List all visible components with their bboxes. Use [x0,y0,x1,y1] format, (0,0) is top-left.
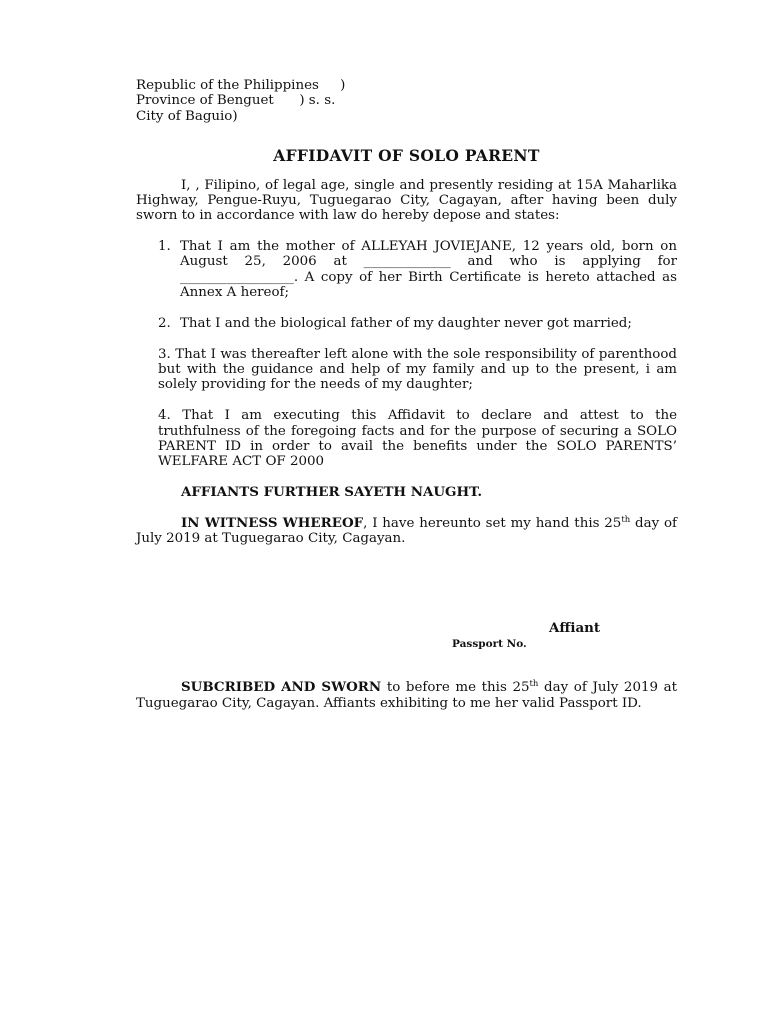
sworn-text-start: to before me this 25 [381,680,530,696]
sworn-text-end: day of July 2019 at Tuguegarao City, Cagayan. Affiants exhibiting to me her valid Passport ID. [136,680,678,711]
statement-text-2: That I and the biological father of my daughter never got married; [180,315,632,331]
passport-label: Passport No. [452,638,527,651]
venue-province-line: Province of Benguet ) s. s. [136,93,336,109]
witness-text-end: day of July 2019 at Tuguegarao City, Cagayan. [136,516,677,547]
witness-bold-phrase: IN WITNESS WHEREOF [181,515,364,532]
further-sayeth-naught: AFFIANTS FURTHER SAYETH NAUGHT. [181,484,483,501]
affiant-label: Affiant [549,620,601,637]
affidavit-page [136,78,677,724]
statement-item-3: 3. That I was thereafter left alone with the sole responsibility of parenthood but with the guidance and help of my family and up to the present, i am solely providing for the needs of my daughter; [158,346,677,393]
statement-item-1 [158,239,677,301]
venue-republic-line: Republic of the Philippines ) [136,78,346,93]
witness-text-start: , I have hereunto set my hand this 25 [363,516,622,532]
witness-day-suffix: th [621,515,631,526]
intro-paragraph: I, , Filipino, of legal age, single and presently residing at 15A Maharlika Highway, Pengue-Ruyu, Tuguegarao City, Cagayan, after having been duly sworn to in accordance with law do hereby depose and states: [136,177,677,224]
venue-city-line: City of Baguio) [136,108,238,124]
witness-paragraph [136,516,677,547]
sworn-day-suffix: th [529,679,539,690]
signature-block [136,560,677,680]
statement-number-1: 1. [158,238,171,254]
statement-text-1: That I am the mother of ALLEYAH JOVIEJANE, 12 years old, born on August 25, 2006 at _____________ and who is applying for _________________. A copy of her Birth Certificate is hereto attached as Annex A hereof; [180,238,677,301]
document-title: AFFIDAVIT OF SOLO PARENT [273,146,540,166]
statements-list [136,239,677,470]
sworn-paragraph [136,680,677,711]
statement-item-2 [158,316,677,331]
statement-item-4: 4. That I am executing this Affidavit to declare and attest to the truthfulness of the foregoing facts and for the purpose of securing a SOLO PARENT ID in order to avail the benefits under the SOLO PARENTS’ WELFARE ACT OF 2000 [158,408,677,470]
statement-number-2: 2. [158,315,171,331]
sworn-bold-phrase: SUBCRIBED AND SWORN [181,679,382,696]
venue-block [136,78,677,124]
